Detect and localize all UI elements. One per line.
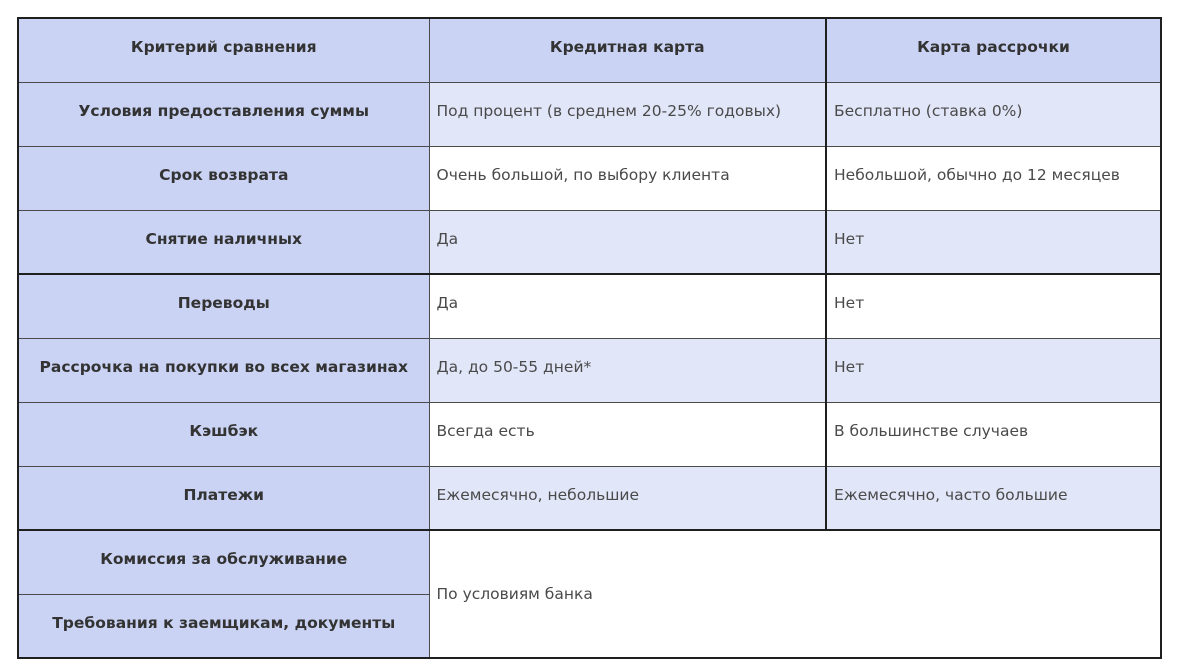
- table-row: [18, 466, 1161, 530]
- credit-card-cell: Да: [429, 210, 826, 274]
- table-row: [18, 82, 1161, 146]
- criterion-cell: Снятие наличных: [18, 210, 429, 274]
- criterion-cell: Комиссия за обслуживание: [18, 530, 429, 594]
- credit-card-cell: Ежемесячно, небольшие: [429, 466, 826, 530]
- table-row: [18, 338, 1161, 402]
- criterion-cell: Требования к заемщикам, документы: [18, 594, 429, 658]
- credit-card-cell: Под процент (в среднем 20-25% годовых): [429, 82, 826, 146]
- header-criterion: Критерий сравнения: [18, 18, 429, 82]
- credit-card-cell: Да: [429, 274, 826, 338]
- criterion-cell: Платежи: [18, 466, 429, 530]
- installment-card-cell: В большинстве случаев: [826, 402, 1161, 466]
- table-row: [18, 402, 1161, 466]
- installment-card-cell: Ежемесячно, часто большие: [826, 466, 1161, 530]
- criterion-cell: Условия предоставления суммы: [18, 82, 429, 146]
- credit-card-cell: Очень большой, по выбору клиента: [429, 146, 826, 210]
- criterion-cell: Рассрочка на покупки во всех магазинах: [18, 338, 429, 402]
- table-row: [18, 210, 1161, 274]
- criterion-cell: Кэшбэк: [18, 402, 429, 466]
- installment-card-cell: Нет: [826, 274, 1161, 338]
- header-credit-card: Кредитная карта: [429, 18, 826, 82]
- installment-card-cell: Небольшой, обычно до 12 месяцев: [826, 146, 1161, 210]
- comparison-table: [17, 17, 1162, 659]
- credit-card-cell: Да, до 50-55 дней*: [429, 338, 826, 402]
- table-row: [18, 530, 1161, 594]
- merged-bank-terms-cell: По условиям банка: [429, 530, 1161, 658]
- installment-card-cell: Бесплатно (ставка 0%): [826, 82, 1161, 146]
- credit-card-cell: Всегда есть: [429, 402, 826, 466]
- table-header-row: [18, 18, 1161, 82]
- criterion-cell: Переводы: [18, 274, 429, 338]
- criterion-cell: Срок возврата: [18, 146, 429, 210]
- table-row: [18, 146, 1161, 210]
- header-installment-card: Карта рассрочки: [826, 18, 1161, 82]
- installment-card-cell: Нет: [826, 210, 1161, 274]
- installment-card-cell: Нет: [826, 338, 1161, 402]
- table-row: [18, 274, 1161, 338]
